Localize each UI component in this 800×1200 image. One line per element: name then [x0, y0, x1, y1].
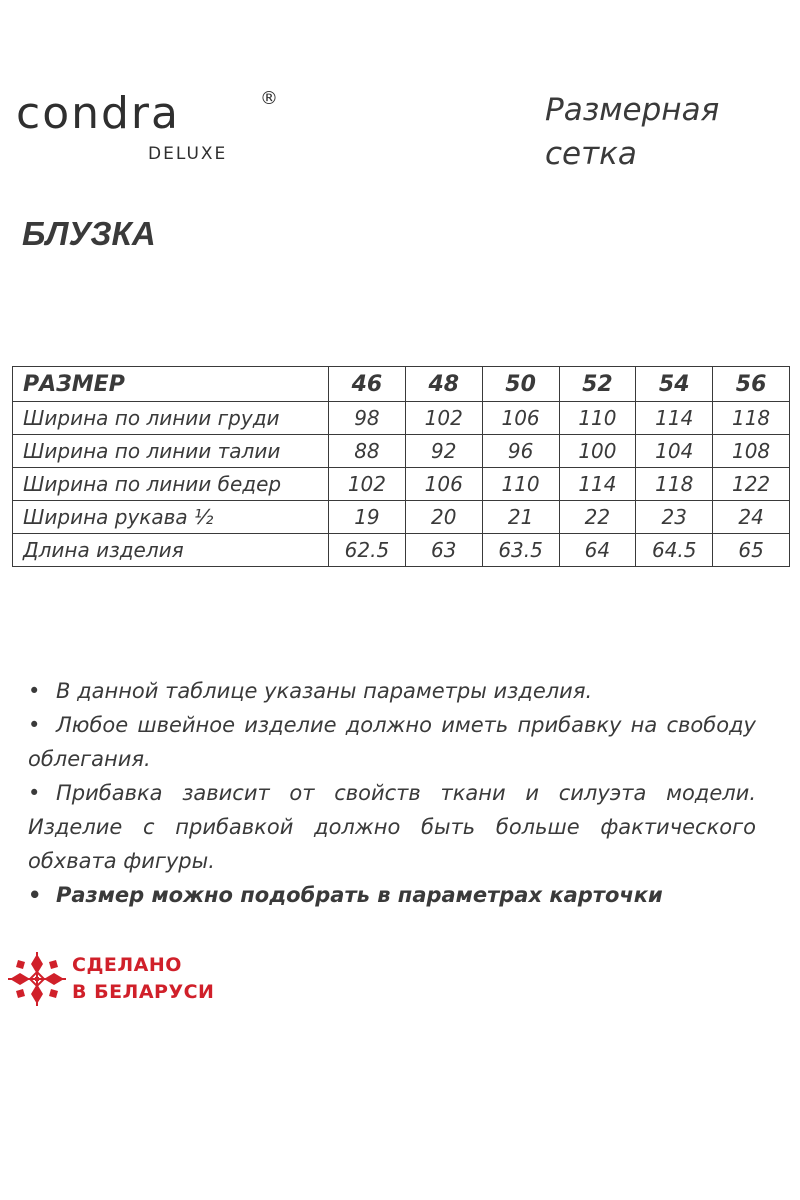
table-cell: 23 — [636, 501, 713, 534]
row-label: Ширина по линии бедер — [13, 468, 329, 501]
table-cell: 64 — [559, 534, 636, 567]
table-cell: 20 — [405, 501, 482, 534]
size-header: 52 — [559, 367, 636, 402]
row-label: Ширина по линии талии — [13, 435, 329, 468]
row-label: Длина изделия — [13, 534, 329, 567]
badge-text — [72, 952, 214, 1006]
bullet-icon: • — [28, 883, 42, 907]
table-cell: 122 — [713, 468, 790, 501]
table-cell: 110 — [559, 402, 636, 435]
table-cell: 21 — [482, 501, 559, 534]
list-item — [28, 708, 756, 776]
table-cell: 19 — [329, 501, 406, 534]
size-table — [12, 366, 790, 567]
notes-list — [28, 674, 756, 912]
size-header: 50 — [482, 367, 559, 402]
ornament-icon — [8, 952, 66, 1006]
made-in-belarus-badge — [8, 952, 214, 1006]
table-row — [13, 468, 790, 501]
page-title: Размерная сетка — [545, 92, 720, 172]
bullet-icon: • — [28, 781, 41, 805]
table-cell: 106 — [405, 468, 482, 501]
product-name: БЛУЗКА — [22, 215, 156, 252]
table-row — [13, 501, 790, 534]
size-header: 56 — [713, 367, 790, 402]
table-cell: 62.5 — [329, 534, 406, 567]
table-cell: 104 — [636, 435, 713, 468]
badge-line-2: В БЕЛАРУСИ — [72, 981, 215, 1003]
table-cell: 24 — [713, 501, 790, 534]
bullet-icon: • — [28, 713, 41, 737]
table-cell: 100 — [559, 435, 636, 468]
list-item — [28, 776, 756, 878]
table-cell: 64.5 — [636, 534, 713, 567]
note-text: В данной таблице указаны параметры изделия. — [56, 679, 593, 703]
size-header: 46 — [329, 367, 406, 402]
bullet-icon: • — [28, 679, 41, 703]
table-row — [13, 402, 790, 435]
brand-logo — [16, 88, 278, 164]
table-cell: 96 — [482, 435, 559, 468]
table-cell: 114 — [559, 468, 636, 501]
table-row — [13, 534, 790, 567]
registered-mark: ® — [260, 88, 278, 109]
table-cell: 65 — [713, 534, 790, 567]
brand-name: condra — [16, 88, 180, 139]
table-cell: 88 — [329, 435, 406, 468]
size-header: 48 — [405, 367, 482, 402]
table-row — [13, 435, 790, 468]
table-cell: 108 — [713, 435, 790, 468]
list-item — [28, 878, 756, 912]
table-cell: 22 — [559, 501, 636, 534]
header-label: РАЗМЕР — [13, 367, 329, 402]
table-cell: 114 — [636, 402, 713, 435]
table-cell: 92 — [405, 435, 482, 468]
table-cell: 102 — [405, 402, 482, 435]
note-text: Любое швейное изделие должно иметь прибавку на свободу облегания. — [28, 713, 756, 771]
table-cell: 106 — [482, 402, 559, 435]
list-item — [28, 674, 756, 708]
table-cell: 63.5 — [482, 534, 559, 567]
badge-line-1: СДЕЛАНО — [72, 954, 182, 976]
row-label: Ширина по линии груди — [13, 402, 329, 435]
table-cell: 102 — [329, 468, 406, 501]
note-text: Прибавка зависит от свойств ткани и силуэта модели. Изделие с прибавкой должно быть больше фактического обхвата фигуры. — [28, 781, 756, 873]
table-cell: 110 — [482, 468, 559, 501]
size-header: 54 — [636, 367, 713, 402]
table-cell: 118 — [713, 402, 790, 435]
table-header-row — [13, 367, 790, 402]
row-label: Ширина рукава ½ — [13, 501, 329, 534]
table-cell: 98 — [329, 402, 406, 435]
note-text: Размер можно подобрать в параметрах карточки — [56, 883, 663, 907]
brand-line: DELUXE — [148, 144, 228, 164]
table-cell: 63 — [405, 534, 482, 567]
table-cell: 118 — [636, 468, 713, 501]
